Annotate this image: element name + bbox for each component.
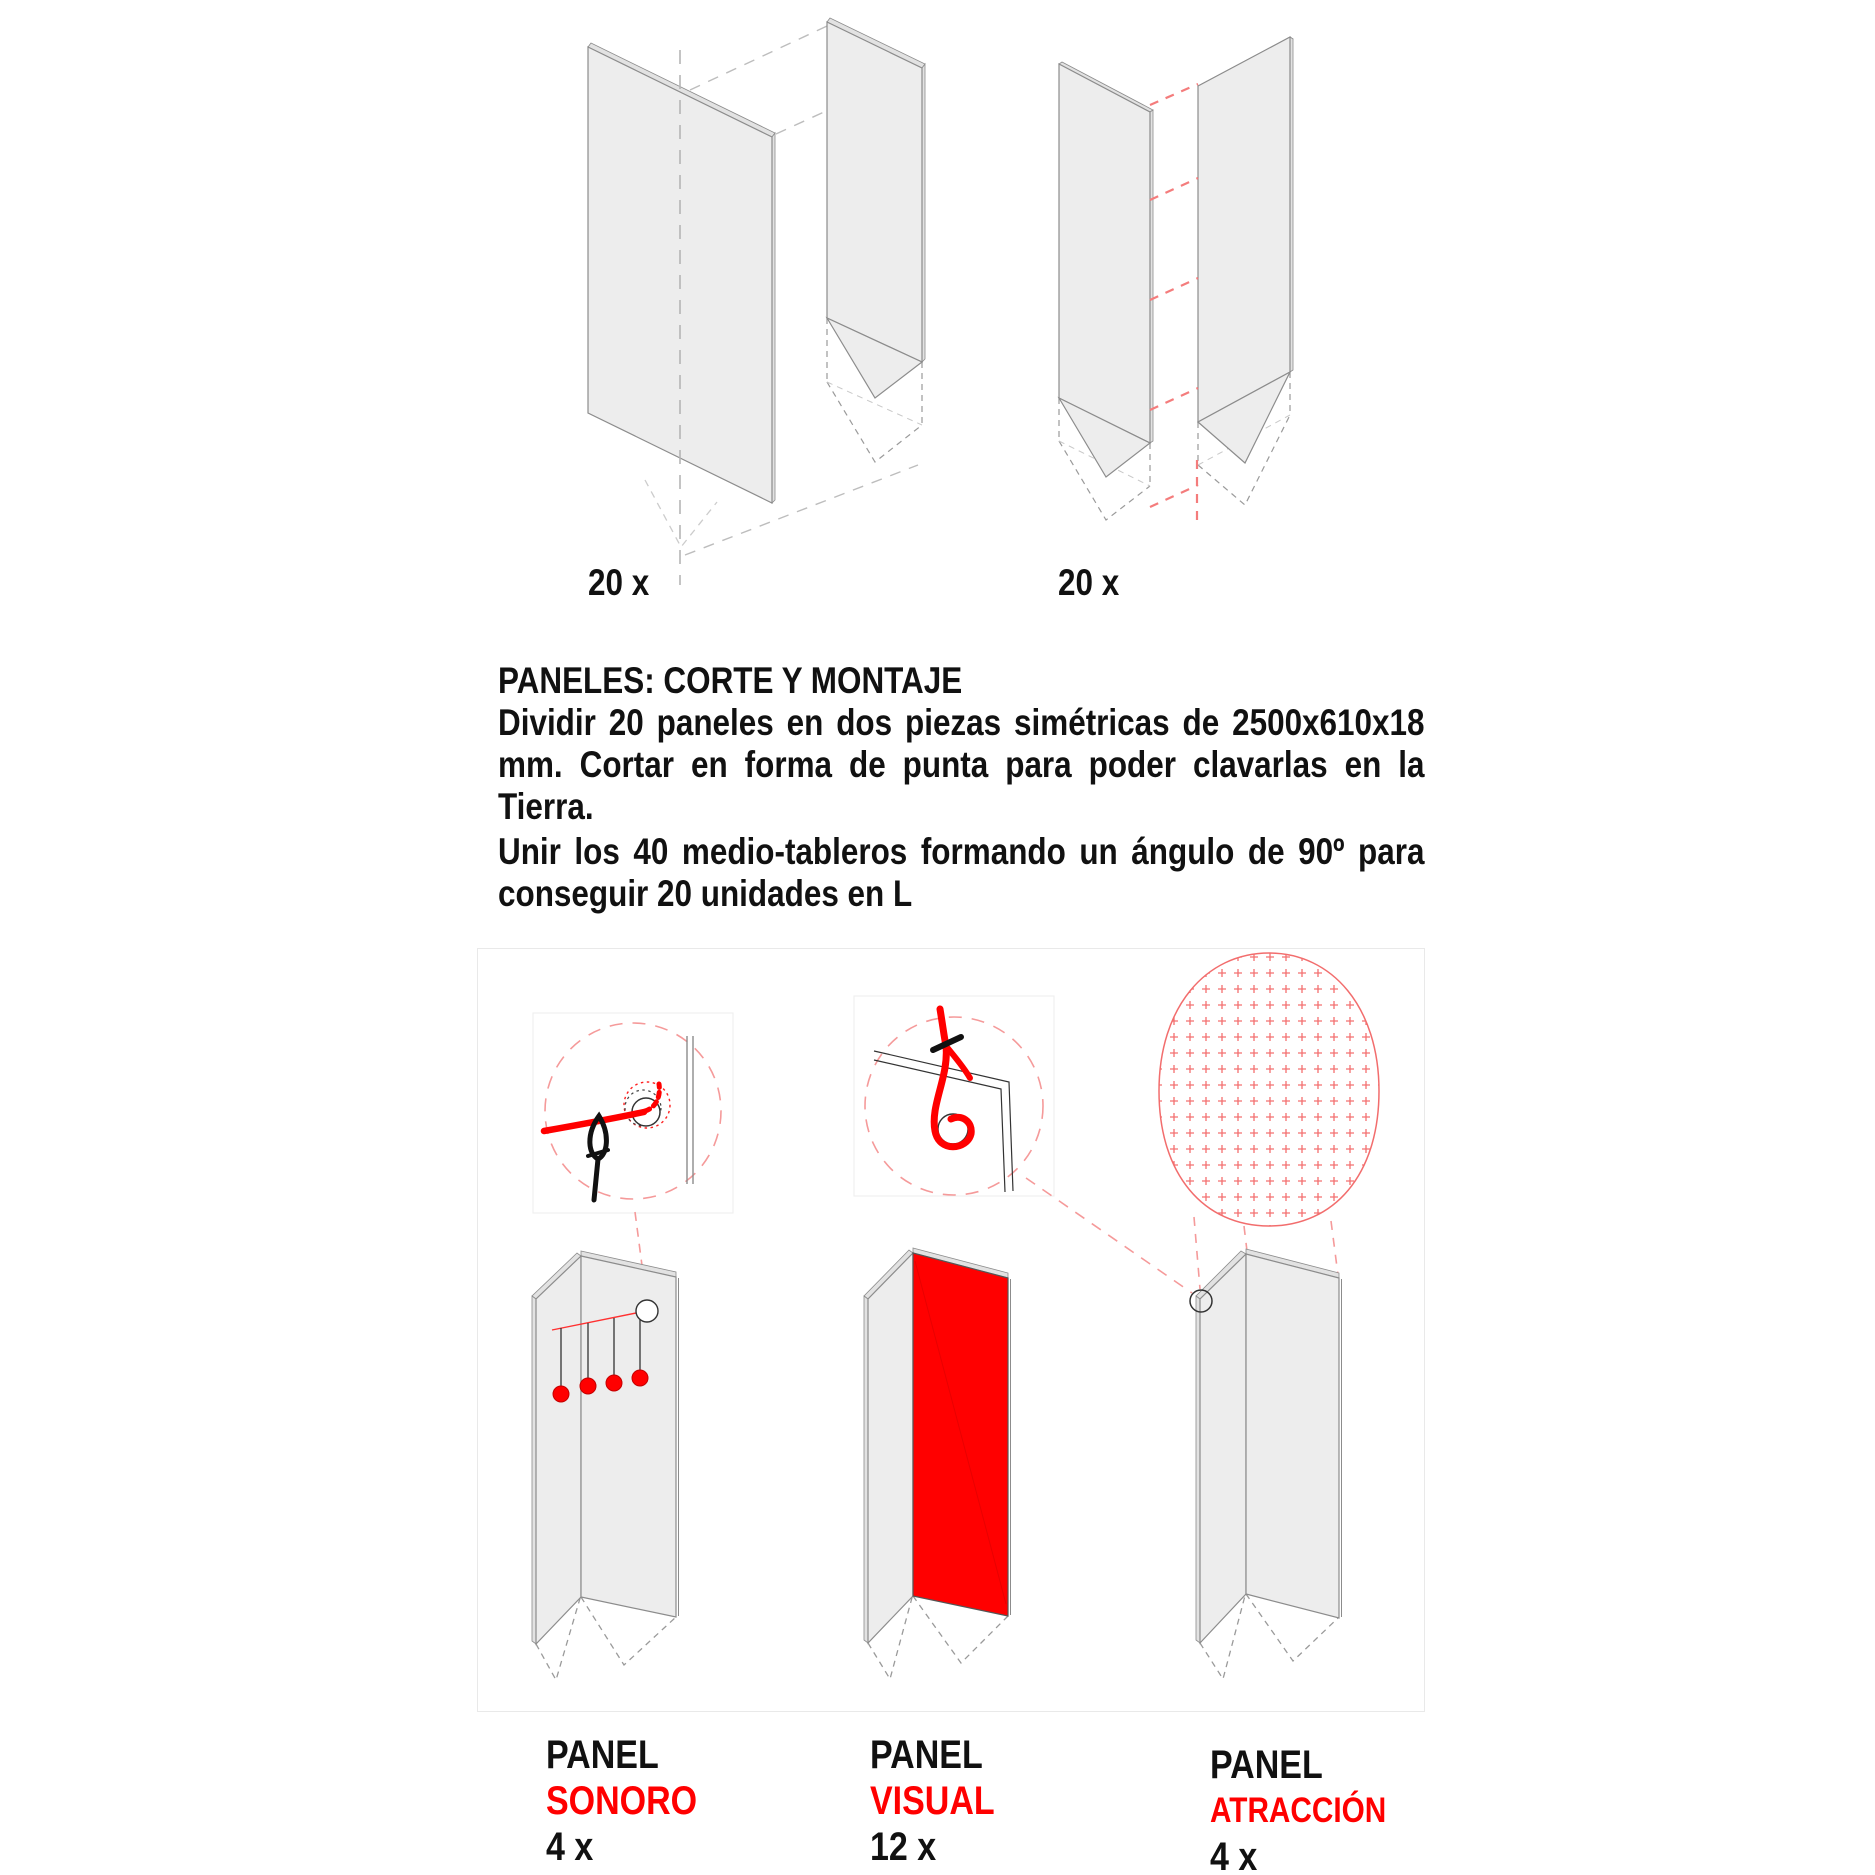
visual-detail [854, 996, 1054, 1196]
panel-label-sonoro [546, 1732, 697, 1870]
panel-word: PANEL [870, 1733, 983, 1777]
atraccion-right-face [1246, 1254, 1339, 1618]
cut-panels-quantity: 20 x [588, 562, 650, 603]
instructions-paragraph-join: Unir los 40 medio-tableros formando un ángulo de 90º para conseguir 20 unidades en L [498, 831, 1425, 914]
l-unit-diagram [1040, 20, 1460, 640]
panel-word: PANEL [546, 1733, 659, 1777]
sonoro-detail [533, 1013, 733, 1296]
panel-hole-icon [636, 1300, 658, 1322]
atraccion-panel-illustration [1190, 1249, 1342, 1679]
panel-qty: 4 x [1210, 1835, 1258, 1875]
zoom-circle [865, 1017, 1043, 1195]
right-half-face [1198, 37, 1290, 422]
sonoro-panel-illustration [532, 1251, 679, 1680]
panel-label-atraccion [1210, 1742, 1386, 1875]
cut-point-hint [645, 480, 717, 547]
instructions [498, 660, 1425, 915]
atraccion-left-face [1200, 1254, 1246, 1643]
instructions-paragraph-cut: Dividir 20 paneles en dos piezas simétricas de 2500x610x18 mm. Cortar en forma de punta para poder clavarlas en la Tierra. [498, 702, 1425, 827]
panel-types-illustrations [478, 949, 1424, 1711]
atraccion-detail [1159, 953, 1379, 1289]
red-cord-strand [946, 1046, 970, 1078]
detail-to-atraccion-pointer [1026, 1178, 1192, 1293]
sonoro-left-face [536, 1256, 581, 1644]
knot-loop-icon [588, 1116, 608, 1200]
attraction-zone-blob [1159, 953, 1379, 1226]
joint-red-dashes [1150, 84, 1198, 522]
panel-qty: 4 x [546, 1825, 594, 1869]
panel-types-box [477, 948, 1425, 1712]
panel-cut-diagram [480, 10, 980, 650]
instructions-title: PANELES: CORTE Y MONTAJE [498, 660, 963, 701]
visual-left-face [868, 1253, 913, 1643]
ghost-edge-top-left [690, 26, 827, 90]
panel-word: PANEL [1210, 1743, 1323, 1787]
panel-qty: 12 x [870, 1825, 937, 1869]
ghost-edge-bottom [685, 465, 918, 555]
panel-type-name: ATRACCIÓN [1210, 1791, 1387, 1830]
panel-type-name: VISUAL [870, 1779, 995, 1823]
half-panel-face [827, 22, 922, 362]
panel-type-name: SONORO [546, 1779, 698, 1823]
visual-panel-illustration [864, 1248, 1011, 1679]
l-units-quantity: 20 x [1058, 562, 1120, 603]
sonoro-right-face [581, 1256, 676, 1617]
panel-label-visual [870, 1732, 995, 1870]
left-half-face [1059, 64, 1150, 443]
